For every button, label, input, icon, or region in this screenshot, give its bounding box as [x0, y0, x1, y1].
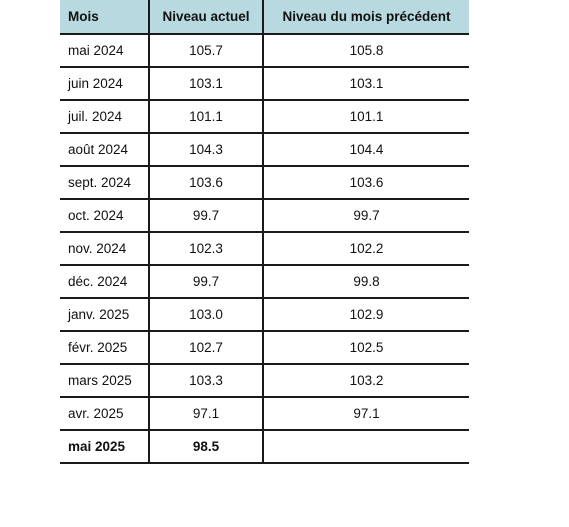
cell-previous-level: 104.4 [263, 133, 469, 166]
cell-current-level: 102.3 [149, 232, 263, 265]
cell-previous-level: 103.2 [263, 364, 469, 397]
header-previous-level: Niveau du mois précédent [263, 0, 469, 34]
table-row [60, 364, 469, 397]
cell-current-level: 102.7 [149, 331, 263, 364]
cell-previous-level [263, 430, 469, 463]
table-row [60, 397, 469, 430]
cell-previous-level: 103.6 [263, 166, 469, 199]
cell-month: mai 2024 [60, 34, 149, 67]
cell-previous-level: 101.1 [263, 100, 469, 133]
table-row [60, 232, 469, 265]
cell-month: nov. 2024 [60, 232, 149, 265]
cell-current-level: 98.5 [149, 430, 263, 463]
header-current-level: Niveau actuel [149, 0, 263, 34]
table-row [60, 34, 469, 67]
cell-current-level: 97.1 [149, 397, 263, 430]
cell-current-level: 103.0 [149, 298, 263, 331]
table-row [60, 67, 469, 100]
cell-month: févr. 2025 [60, 331, 149, 364]
table-body [60, 34, 469, 463]
cell-month: sept. 2024 [60, 166, 149, 199]
header-row [60, 0, 469, 34]
cell-previous-level: 102.9 [263, 298, 469, 331]
table-row-latest [60, 430, 469, 463]
cell-month: juil. 2024 [60, 100, 149, 133]
cell-current-level: 103.6 [149, 166, 263, 199]
cell-month: mai 2025 [60, 430, 149, 463]
cell-current-level: 103.1 [149, 67, 263, 100]
cell-current-level: 99.7 [149, 199, 263, 232]
table-row [60, 265, 469, 298]
cell-month: janv. 2025 [60, 298, 149, 331]
table-row [60, 199, 469, 232]
cell-previous-level: 99.7 [263, 199, 469, 232]
cell-current-level: 101.1 [149, 100, 263, 133]
data-table [60, 0, 469, 464]
cell-previous-level: 102.5 [263, 331, 469, 364]
table-header [60, 0, 469, 34]
cell-month: août 2024 [60, 133, 149, 166]
table-row [60, 331, 469, 364]
cell-month: avr. 2025 [60, 397, 149, 430]
table-row [60, 133, 469, 166]
cell-month: déc. 2024 [60, 265, 149, 298]
cell-previous-level: 99.8 [263, 265, 469, 298]
cell-month: mars 2025 [60, 364, 149, 397]
cell-month: juin 2024 [60, 67, 149, 100]
cell-previous-level: 103.1 [263, 67, 469, 100]
cell-current-level: 99.7 [149, 265, 263, 298]
table-row [60, 100, 469, 133]
cell-previous-level: 105.8 [263, 34, 469, 67]
table-row [60, 298, 469, 331]
cell-current-level: 104.3 [149, 133, 263, 166]
cell-month: oct. 2024 [60, 199, 149, 232]
table-row [60, 166, 469, 199]
cell-previous-level: 102.2 [263, 232, 469, 265]
cell-previous-level: 97.1 [263, 397, 469, 430]
header-month: Mois [60, 0, 149, 34]
cell-current-level: 103.3 [149, 364, 263, 397]
cell-current-level: 105.7 [149, 34, 263, 67]
